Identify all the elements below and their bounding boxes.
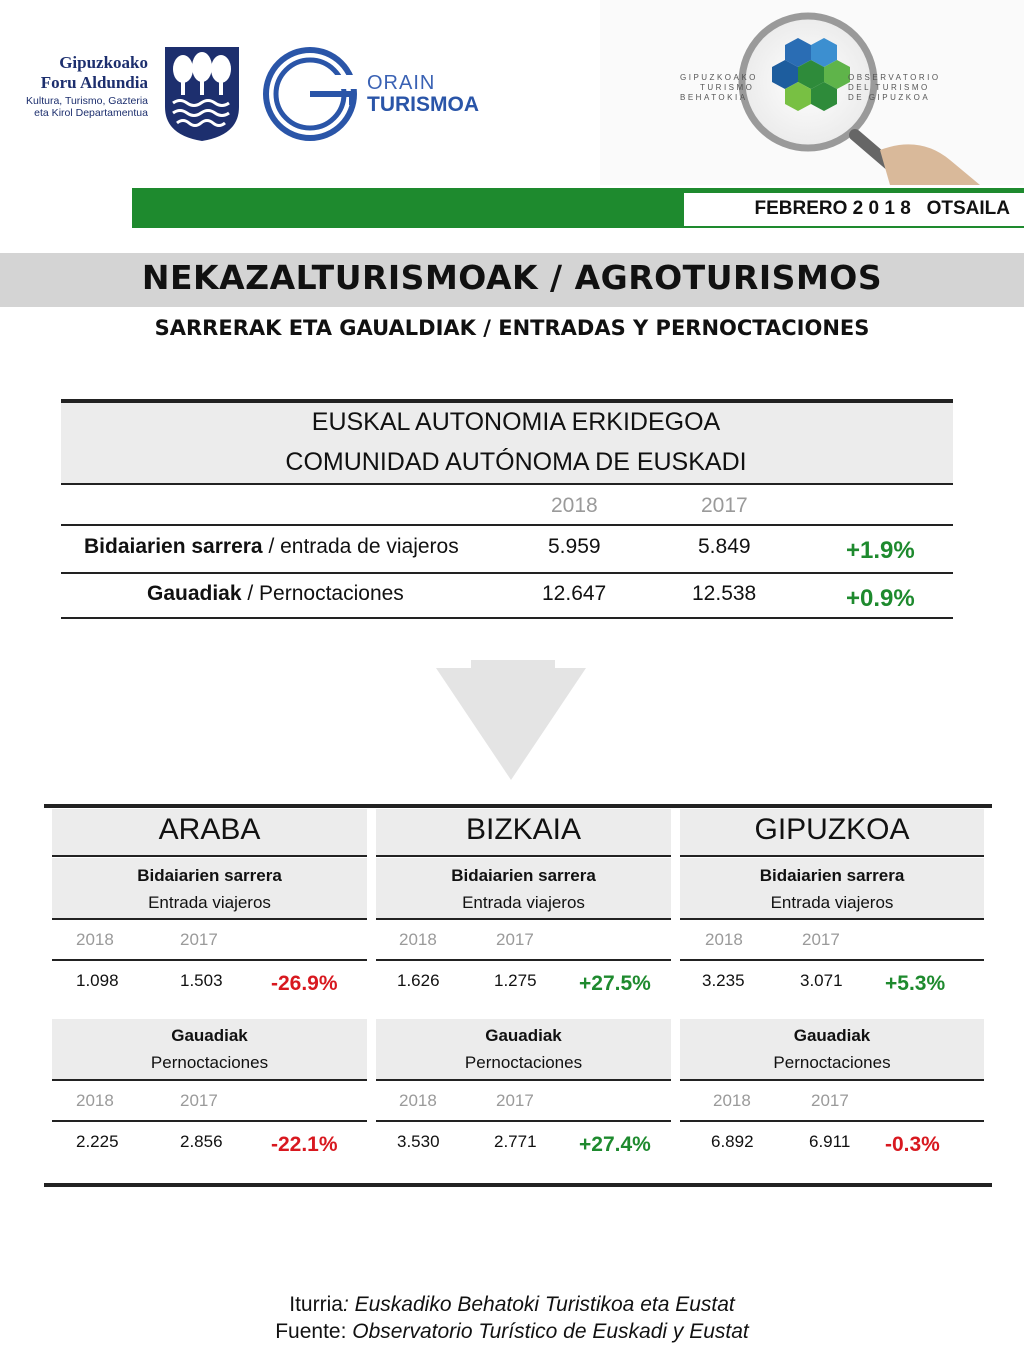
entries-change: -26.9% [271,972,338,995]
nights-label-eu: Gauadiak [793,1026,871,1045]
nights-year-2018: 2018 [713,1091,751,1110]
entries-label-es: Entrada viajeros [148,893,271,912]
summary-rule [61,572,953,574]
summary-top-rule [61,399,953,403]
region-rule [52,918,367,920]
region-rule [680,1079,984,1081]
region-name: BIZKAIA [465,813,582,846]
summary-value-2017: 12.538 [692,582,757,605]
summary-heading-eu: EUSKAL AUTONOMIA ERKIDEGOA [311,408,721,436]
region-rule [680,918,984,920]
report-date: FEBRERO 2 0 1 8 OTSAILA [754,198,1010,219]
summary-row-label: Gauadiak / Pernoctaciones [147,582,404,605]
regions-bottom-rule [44,1183,992,1187]
summary-bottom-rule [61,617,953,619]
nights-label-es: Pernoctaciones [773,1053,891,1072]
summary-year-2018: 2018 [551,494,598,517]
brand-turismoa: TURISMOA [367,93,479,116]
summary-value-2018: 5.959 [548,535,601,558]
entries-year-2017: 2017 [180,930,218,949]
nights-year-2018: 2018 [76,1091,114,1110]
nights-value-2018: 6.892 [711,1132,754,1151]
entries-year-2018: 2018 [705,930,743,949]
entries-change: +5.3% [885,972,946,995]
nights-value-2017: 6.911 [809,1132,851,1151]
source-eu: Iturria: Euskadiko Behatoki Turistikoa eta Eustat [289,1293,735,1316]
region-rule [376,918,671,920]
entries-year-2018: 2018 [76,930,114,949]
entries-year-2018: 2018 [399,930,437,949]
entries-value-2018: 1.626 [397,971,440,990]
region-rule [376,855,671,857]
region-rule [52,959,367,961]
entries-value-2017: 1.503 [180,971,223,990]
page-subtitle: SARRERAK ETA GAUALDIAK / ENTRADAS Y PERNOCTACIONES [154,316,870,340]
entries-value-2017: 3.071 [800,971,843,990]
nights-change: +27.4% [579,1133,651,1156]
entries-value-2018: 1.098 [76,971,119,990]
page-title: NEKAZALTURISMOAK / AGROTURISMOS [141,258,883,297]
down-arrow-icon [436,660,586,780]
entries-year-2017: 2017 [496,930,534,949]
entries-label-eu: Bidaiarien sarrera [137,866,282,885]
regions-top-rule [44,804,992,808]
nights-year-2017: 2017 [496,1091,534,1110]
summary-year-2017: 2017 [701,494,748,517]
orain-turismoa-g-logo [260,45,360,143]
summary-value-2018: 12.647 [542,582,607,605]
nights-label-eu: Gauadiak [171,1026,248,1045]
observatory-banner [600,0,1024,185]
nights-change: -22.1% [271,1133,338,1156]
nights-value-2018: 2.225 [76,1132,119,1151]
nights-value-2018: 3.530 [397,1132,440,1151]
nights-change: -0.3% [885,1133,940,1156]
gipuzkoa-shield-logo [163,45,241,143]
region-rule [376,1120,671,1122]
region-name: GIPUZKOA [754,813,910,846]
region-rule [52,855,367,857]
org-department: Kultura, Turismo, Gazteria eta Kirol Departamentua [26,95,148,119]
observatory-text-right: OBSERVATORIO DEL TURISMO DE GIPUZKOA [848,73,941,102]
nights-value-2017: 2.856 [180,1132,223,1151]
entries-year-2017: 2017 [802,930,840,949]
region-rule [376,959,671,961]
entries-value-2017: 1.275 [494,971,537,990]
region-name: ARABA [158,813,261,846]
entries-label-eu: Bidaiarien sarrera [759,866,905,885]
org-name-line2: Foru Aldundia [40,73,148,92]
summary-value-2017: 5.849 [698,535,751,558]
entries-value-2018: 3.235 [702,971,745,990]
region-rule [376,1079,671,1081]
nights-value-2017: 2.771 [494,1132,537,1151]
entries-label-es: Entrada viajeros [462,893,585,912]
region-rule [52,1079,367,1081]
org-name-line1: Gipuzkoako [59,53,148,72]
brand-orain: ORAIN [367,72,436,94]
summary-row-label: Bidaiarien sarrera / entrada de viajeros [84,535,459,558]
observatory-text-left: GIPUZKOAKO TURISMO BEHATOKIA [680,73,758,102]
region-rule [680,855,984,857]
entries-label-eu: Bidaiarien sarrera [451,866,596,885]
entries-label-es: Entrada viajeros [770,893,894,912]
region-rule [680,1120,984,1122]
summary-heading-es: COMUNIDAD AUTÓNOMA DE EUSKADI [285,448,747,476]
summary-rule [61,483,953,485]
nights-label-es: Pernoctaciones [150,1053,269,1072]
nights-year-2017: 2017 [811,1091,849,1110]
region-rule [52,1120,367,1122]
nights-year-2017: 2017 [180,1091,218,1110]
summary-change: +0.9% [846,585,915,612]
summary-rule [61,524,953,526]
entries-change: +27.5% [579,972,651,995]
summary-change: +1.9% [846,537,915,564]
region-rule [680,959,984,961]
nights-label-eu: Gauadiak [485,1026,562,1045]
source-es: Fuente: Observatorio Turístico de Euskadi y Eustat [275,1320,749,1343]
magnifier-illustration [600,0,1024,185]
nights-year-2018: 2018 [399,1091,437,1110]
nights-label-es: Pernoctaciones [464,1053,583,1072]
